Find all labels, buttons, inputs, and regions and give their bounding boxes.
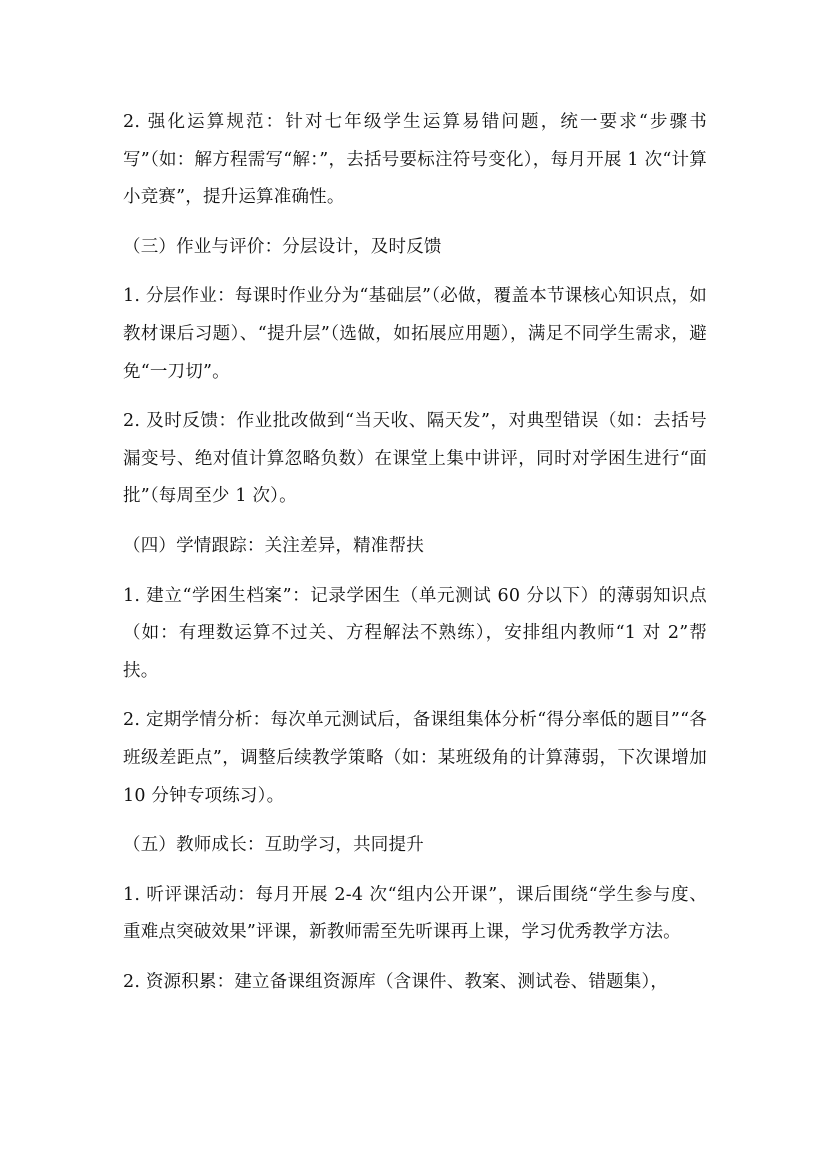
document-body [123,104,707,1013]
paragraph-layered-homework: 1. 分层作业：每课时作业分为“基础层”（必做，覆盖本节课核心知识点，如教材课后习题）、“提升层”（选做，如拓展应用题），满足不同学生需求，避免“一刀切”。 [123,286,707,382]
paragraph-student-files: 1. 建立“学困生档案”：记录学困生（单元测试 60 分以下）的薄弱知识点（如：有理数运算不过关、方程解法不熟练），安排组内教师“1 对 2”帮扶。 [123,585,707,681]
section-heading-teacher-growth: （五）教师成长：互助学习，共同提升 [123,835,424,856]
paragraph-operation-norms: 2. 强化运算规范：针对七年级学生运算易错问题，统一要求“步骤书写”（如：解方程需写“解：”，去括号要标注符号变化），每月开展 1 次“计算小竞赛”，提升运算准确性。 [123,112,707,208]
paragraph-learning-analysis: 2. 定期学情分析：每次单元测试后，备课组集体分析“得分率低的题目”“各班级差距点”，调整后续教学策略（如：某班级角的计算薄弱，下次课增加 10 分钟专项练习）。 [123,710,707,806]
paragraph-resource-accumulation: 2. 资源积累：建立备课组资源库（含课件、教案、测试卷、错题集）， [123,971,669,992]
section-heading-homework: （三）作业与评价：分层设计，及时反馈 [123,236,442,257]
section-heading-tracking: （四）学情跟踪：关注差异，精准帮扶 [123,535,424,556]
paragraph-lesson-evaluation: 1. 听评课活动：每月开展 2-4 次“组内公开课”，课后围绕“学生参与度、重难点突破效果”评课，新教师需至先听课再上课，学习优秀教学方法。 [123,884,707,943]
paragraph-timely-feedback: 2. 及时反馈：作业批改做到“当天收、隔天发”，对典型错误（如：去括号漏变号、绝对值计算忽略负数）在课堂上集中讲评，同时对学困生进行“面批”（每周至少 1 次）。 [123,411,707,507]
